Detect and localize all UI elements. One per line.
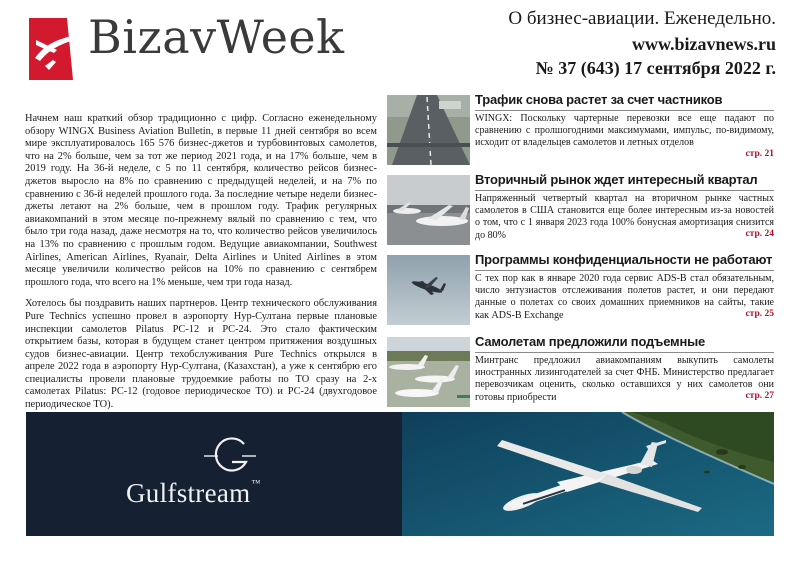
airliners-apron-photo [387,337,470,407]
news-item[interactable] [387,334,774,417]
page-reference[interactable]: стр. 25 [745,309,774,319]
news-summary: Напряженный четвертый квартал на вторичном рынке частных самолетов в США становится еще более интересным из-за новостей о том, что с 1 января 2023 года 100% бонусная амортизация снизится до 80% [475,193,774,241]
runway-aerial-photo [387,95,470,165]
news-summary: WINGX: Поскольку чартерные перевозки все еще падают по сравнению с пролшогодними максимумами, импульс, по-видимому, исходит от владельцев самолетов и летных отделов [475,113,774,149]
news-title[interactable]: Программы конфиденциальности не работают [475,252,773,267]
page-reference[interactable]: стр. 21 [745,149,774,159]
news-summary: С тех пор как в январе 2020 года сервис ADS-B стал обязательным, число энтузиастов отслеживания полетов растет, и они передают данные о полетах со своих домашних приемников на сайты, такие как ADS-B Exchange [475,273,774,321]
news-item[interactable] [387,172,774,255]
jet-over-coast-photo [402,412,774,536]
news-title[interactable]: Самолетам предложили подъемные [475,334,706,349]
news-item[interactable] [387,252,774,335]
brand-title: BizavWeek [88,10,345,64]
gulfstream-wordmark: Gulfstream™ [126,478,261,508]
page-reference[interactable]: стр. 27 [745,391,774,401]
news-title[interactable]: Вторичный рынок ждет интересный квартал [475,172,758,187]
news-title[interactable]: Трафик снова растет за счет частников [475,92,723,107]
tagline: О бизнес-авиации. Еженедельно. [508,8,776,29]
news-divider [475,352,774,353]
jet-in-sky-photo [387,255,470,325]
article-paragraph: Хотелось бы поздравить наших партнеров. Центр технического обслуживания Pure Technics успешно провел в аэропорту Нур-Султана первые плановые инспекции самолетов Pilatus PC-12 и PC-24. Это стало фактическим открытием базы, которая в будущем станет центром притяжения воздушных судов бизнес-авиации. Центр техобслуживания Pure Technics открылся в апреле 2022 года в аэропорту Нур-Султана, (Казахстан), а уже к сентябрю его специалисты провели плановые трудоемкие работы по ТО сразу на 2-х самолетах Pilatus: PC-12 (годовое периодическое ТО) и PC-24 (двухгодовое периодическое ТО). [25,298,377,411]
news-divider [475,110,774,111]
issue-number: № 37 (643) 17 сентября 2022 г. [535,58,776,78]
page-reference[interactable]: стр. 24 [745,229,774,239]
news-divider [475,190,774,191]
parked-jets-photo [387,175,470,245]
news-divider [475,270,774,271]
news-summary: Минтранс предложил авиакомпаниям выкупить самолеты иностранных лизингодателей за счет ФНБ. Министерство предлагает перевозчикам оценить, сколько оставшихся у них самолетов они готовы приобрести [475,355,774,403]
article-paragraph: Начнем наш краткий обзор традиционно с цифр. Согласно еженедельному обзору WINGX Business Aviation Bulletin, в первые 11 дней сентября во всем мире эксплуатировалось 165 576 бизнес-джетов и турбовинтовых самолетов, что на 2% больше, чем за тот же период 2021 года, и на 17% больше, чем в 2019 году. На 36-й неделе, с 5 по 11 сентября, количество рейсов бизнес-джетов выросло на 8% по сравнению с предыдущей неделей, и на 7% по сравнению с 36-й неделей прошлого года. За последние четыре недели бизнес-джеты летают на 2% больше, чем в прошлом году. Трафик регулярных авиакомпаний в этом месяце по-прежнему вялый по сравнению с тем, что было три года назад, даже несмотря на то, что количество рейсов увеличилось на 13% по сравнению с прошлым годом. Ведущие авиакомпании, Southwest Airlines, American Airlines, Ryanair, Delta Airlines и United Airlines в этом месяце увеличили количество рейсов на 10% по сравнению с сентябрем прошлого года, что всего на 1% меньше, чем три года назад. [25,113,377,288]
gulfstream-g-emblem-icon [204,434,256,478]
news-item[interactable] [387,92,774,175]
plane-tail-logo-icon [27,14,75,84]
main-article [25,113,377,421]
website-link[interactable]: www.bizavnews.ru [631,34,776,54]
gulfstream-ad-banner[interactable] [26,412,774,536]
